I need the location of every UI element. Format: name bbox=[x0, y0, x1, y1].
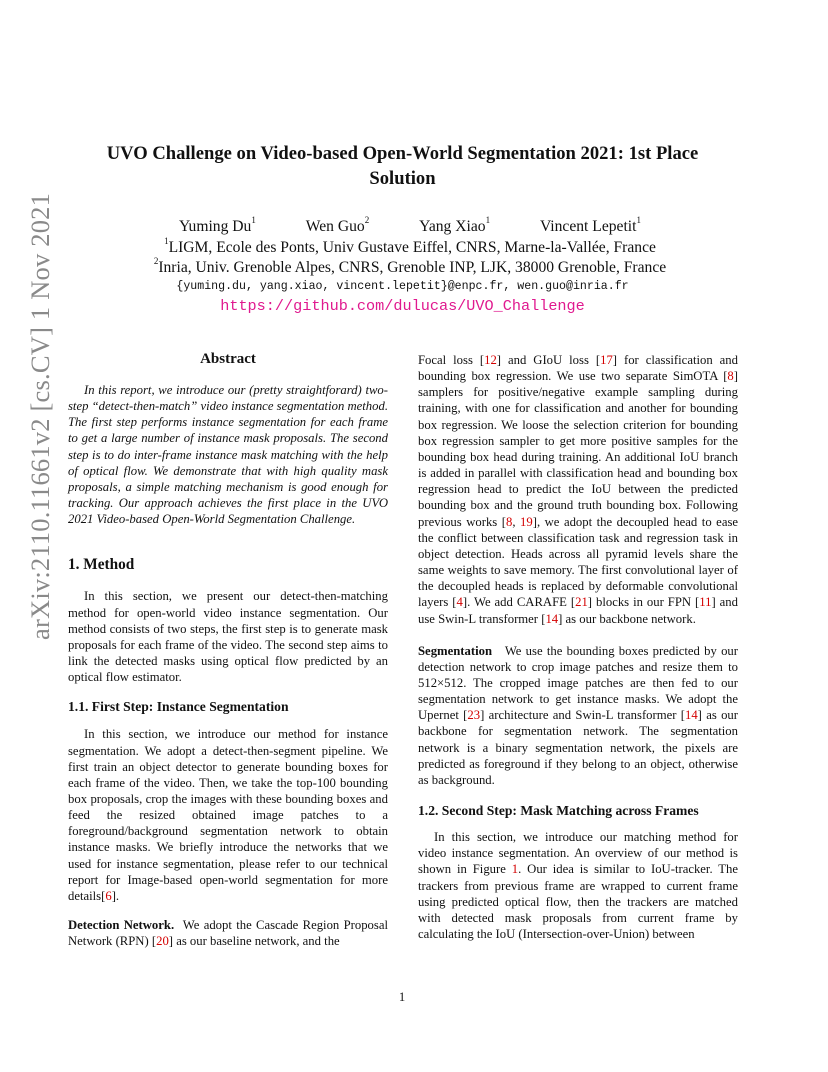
citation-link[interactable]: 14 bbox=[684, 708, 698, 723]
abstract-text: In this report, we introduce our (pretty straightforard) two-step “detect-then-match” video instance segmentation method. The first step performs instance segmentation for each frame to get a large number of instance mask proposals. The second step is to do inter-frame instance mask matching with the help of optical flow. We demonstrate that with high quality mask proposals, a simple matching mechanism is good enough for tracking. Our approach achieves the first place in the UVO 2021 Video-based Open-World Segmentation Challenge. bbox=[68, 383, 388, 527]
detection-network-head: Detection Network. bbox=[68, 918, 175, 933]
citation-link[interactable]: 17 bbox=[600, 353, 613, 367]
author-2: Wen Guo$^2$ bbox=[305, 215, 370, 235]
left-column bbox=[68, 350, 388, 949]
detection-network-paragraph: Detection Network. We adopt the Cascade Region Proposal Network (RPN) [20] as our baseline network, and the bbox=[68, 918, 388, 949]
citation-link[interactable]: 4 bbox=[456, 595, 463, 610]
subsection-1-1-text: In this section, we introduce our method for instance segmentation. We adopt a detect-then-segment pipeline. We first train an object detector to generate bounding boxes for each frame of the video. Then, we take the top-100 bounding box proposals, crop the images with these bounding boxes and feed the resized obtained image patches to a foreground/background segmentation network to obtain instance masks. We briefly introduce the networks that we used for instance segmentation, please refer to our technical report for Image-based open-world segmentation for more details[6]. bbox=[68, 727, 388, 903]
segmentation-head: Segmentation bbox=[418, 643, 493, 658]
citation-link[interactable]: 11 bbox=[699, 595, 712, 610]
citation-link[interactable]: 23 bbox=[467, 708, 481, 723]
segmentation-paragraph: Segmentation We use the bounding boxes predicted by our detection network to crop image patches and resize them to 512×512. The cropped image patches are then fed to our segmentation network to get instance masks. We adopt the Upernet [23] architecture and Swin-L transformer [14] as our backbone for segmentation network. The segmentation network is a binary segmentation network, the pixels are predicted as foreground if they belong to an object, otherwise as background. bbox=[418, 643, 738, 787]
author-3: Yang Xiao$^1$ bbox=[419, 215, 491, 235]
citation-link[interactable]: 8 bbox=[727, 369, 734, 384]
citation-link[interactable]: 19 bbox=[520, 514, 533, 529]
subsection-1-2-title: 1.2. Second Step: Mask Matching across Frames bbox=[418, 803, 699, 819]
subsection-1-1-title: 1.1. First Step: Instance Segmentation bbox=[68, 699, 289, 715]
repo-link[interactable]: https://github.com/dulucas/UVO_Challenge bbox=[220, 297, 585, 315]
section-1-text: In this section, we present our detect-then-matching method for open-world video instance segmentation. Our method consists of two steps, the first step is to generate mask proposals for each frame of the video. The second step aims to link the detected masks using optical flow predicted by an optical flow estimator. bbox=[68, 589, 388, 685]
citation-link[interactable]: 12 bbox=[484, 353, 497, 367]
abstract-title: Abstract bbox=[200, 351, 256, 367]
affiliation-1: $^1$LIGM, Ecole des Ponts, Univ Gustave Eiffel, CNRS, Marne-la-Vallée, France bbox=[164, 236, 656, 256]
section-1-title: 1. Method bbox=[68, 556, 135, 574]
detection-network-continued: Focal loss [12] and GIoU loss [17] for classification and bounding box regression. We use two separate SimOTA [8] samplers for positive/negative example sampling during training, with one for classification and another for bounding box regression. We loose the selection criterion for bounding box regression sampler to get more positive samples for the bounding box head during training. An additional IoU branch is added in parallel with classification head and bounding box regression head to predict the IoU between the predicted bounding box and the ground truth bounding box. Following previous works [8, 19], we adopt the decoupled head to ease the conflict between classification task and regression task in object detection. Heads across all pyramid levels share the same weights to save memory. The first convolutional layer of the decoupled heads is replaced by deformable convolutional layers [4]. We add CARAFE [21] blocks in our FPN [11] and use Swin-L transformer [14] as our backbone network. bbox=[418, 353, 739, 626]
citation-link[interactable]: 14 bbox=[545, 611, 559, 626]
arxiv-stamp: arXiv:2110.11661v2 [cs.CV] 1 Nov 2021 bbox=[25, 192, 55, 640]
right-column bbox=[418, 352, 738, 942]
citation-link[interactable]: 8 bbox=[505, 514, 513, 529]
affiliation-2: $^2$Inria, Univ. Grenoble Alpes, CNRS, Grenoble INP, LJK, 38000 Grenoble, France bbox=[153, 256, 667, 276]
author-1: Yuming Du$^1$ bbox=[179, 215, 256, 235]
page-number: 1 bbox=[398, 990, 406, 1004]
citation-link[interactable]: 6 bbox=[105, 888, 112, 903]
author-list bbox=[80, 217, 740, 237]
title-line-2: Solution bbox=[369, 168, 436, 189]
citation-link[interactable]: 20 bbox=[156, 934, 169, 949]
title-line-1: UVO Challenge on Video-based Open-World Segmentation 2021: 1st Place bbox=[106, 143, 699, 164]
paper-title bbox=[80, 141, 725, 191]
citation-link[interactable]: 21 bbox=[575, 595, 588, 610]
author-emails: {yuming.du, yang.xiao, vincent.lepetit}@enpc.fr, wen.guo@inria.fr bbox=[176, 280, 629, 293]
subsection-1-2-text: In this section, we introduce our matching method for video instance segmentation. An overview of our method is shown in Figure 1. Our idea is similar to IoU-tracker. The trackers from previous frame are wrapped to current frame using predicted optical flow, then the trackers are matched with detected mask proposals from current frame by calculating the IoU (Intersection-over-Union) between bbox=[418, 830, 738, 941]
citation-link[interactable]: 1 bbox=[511, 862, 519, 877]
author-4: Vincent Lepetit$^1$ bbox=[539, 215, 641, 235]
